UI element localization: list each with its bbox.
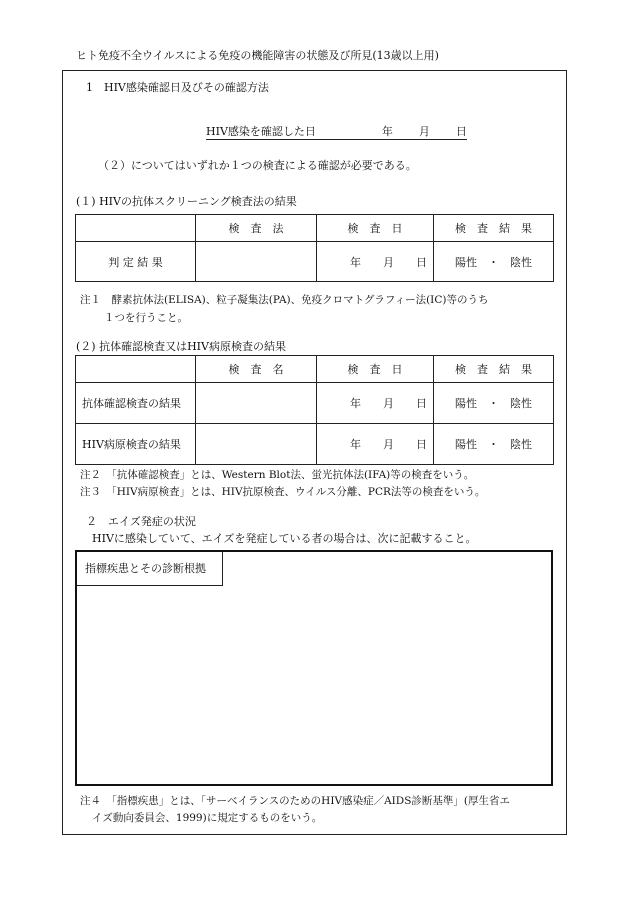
table1-date-cell[interactable] bbox=[317, 242, 434, 282]
table2-row2-date-cell[interactable] bbox=[317, 424, 434, 465]
confirm-day-label: 日 bbox=[455, 125, 467, 138]
table2-row1-date-cell[interactable] bbox=[317, 383, 434, 424]
note1-line1: 注１ 酵素抗体法(ELISA)、粒子凝集法(PA)、免疫クロマトグラフィー法(IC)等のうち bbox=[80, 294, 489, 306]
table2-header-date: 検 査 日 bbox=[317, 356, 434, 383]
table1-year: 年 bbox=[350, 255, 361, 269]
table2-row1-day: 日 bbox=[416, 397, 427, 410]
section2-heading: ２ エイズ発症の状況 bbox=[86, 515, 196, 528]
table2-header-name: 検 査 名 bbox=[196, 356, 317, 383]
table2-row2-year: 年 bbox=[350, 438, 361, 451]
note1-line2: １つを行うこと。 bbox=[104, 312, 188, 324]
table2-row2-month: 月 bbox=[383, 438, 394, 451]
table1-heading: (１) HIVの抗体スクリーニング検査法の結果 bbox=[76, 195, 297, 208]
table2-row2-day: 日 bbox=[416, 438, 427, 451]
section1-heading: 1 HIV感染確認日及びその確認方法 bbox=[86, 81, 269, 94]
table1-method-cell[interactable] bbox=[196, 242, 317, 282]
table1-month: 月 bbox=[383, 255, 394, 269]
table2-row2-label: HIV病原検査の結果 bbox=[76, 424, 196, 465]
table2-row1-month: 月 bbox=[383, 397, 394, 410]
table2-header-blank bbox=[76, 356, 196, 383]
confirm-year-label: 年 bbox=[381, 125, 393, 138]
table1-result-cell[interactable]: 陽性 ・ 陰性 bbox=[434, 242, 554, 282]
confirm-month-label: 月 bbox=[418, 125, 430, 138]
table1-row-label: 判 定 結 果 bbox=[76, 242, 196, 282]
infection-confirm-date bbox=[206, 125, 467, 140]
section2-instruction: HIVに感染していて、エイズを発症している者の場合は、次に記載すること。 bbox=[92, 532, 477, 545]
indicator-disease-box[interactable] bbox=[75, 550, 553, 786]
table2-header-result: 検 査 結 果 bbox=[434, 356, 554, 383]
section1-note: （２）についてはいずれか１つの検査による確認が必要である。 bbox=[98, 159, 417, 172]
table2-row1-name-cell[interactable] bbox=[196, 383, 317, 424]
table2-row1-label: 抗体確認検査の結果 bbox=[76, 383, 196, 424]
note3: 注３ 「HIV病原検査」とは、HIV抗原検査、ウイルス分離、PCR法等の検査をいう。 bbox=[80, 486, 486, 498]
note4-line2: イズ動向委員会、1999)に規定するものをいう。 bbox=[92, 812, 323, 824]
confirm-date-label: HIV感染を確認した日 bbox=[206, 125, 316, 138]
table2-row2-result-cell[interactable]: 陽性 ・ 陰性 bbox=[434, 424, 554, 465]
table2-row2-name-cell[interactable] bbox=[196, 424, 317, 465]
note2: 注２ 「抗体確認検査」とは、Western Blot法、蛍光抗体法(IFA)等の検査をいう。 bbox=[80, 469, 475, 481]
screening-table bbox=[75, 214, 554, 282]
table2-heading: (２) 抗体確認検査又はHIV病原検査の結果 bbox=[76, 340, 286, 353]
table2-row1-result-cell[interactable]: 陽性 ・ 陰性 bbox=[434, 383, 554, 424]
confirm-date-line bbox=[206, 125, 467, 140]
indicator-disease-label: 指標疾患とその診断根拠 bbox=[77, 552, 223, 586]
table1-header-result: 検 査 結 果 bbox=[434, 215, 554, 242]
document-title: ヒト免疫不全ウイルスによる免疫の機能障害の状態及び所見(13歳以上用) bbox=[76, 49, 439, 62]
table1-header-blank bbox=[76, 215, 196, 242]
table1-header-method: 検 査 法 bbox=[196, 215, 317, 242]
table2-row1-year: 年 bbox=[350, 397, 361, 410]
confirmation-table bbox=[75, 355, 554, 465]
note4-line1: 注４ 「指標疾患」とは、「サーベイランスのためのHIV感染症／AIDS診断基準」(厚生省エ bbox=[80, 795, 511, 807]
table1-day: 日 bbox=[416, 255, 427, 269]
table1-header-date: 検 査 日 bbox=[317, 215, 434, 242]
